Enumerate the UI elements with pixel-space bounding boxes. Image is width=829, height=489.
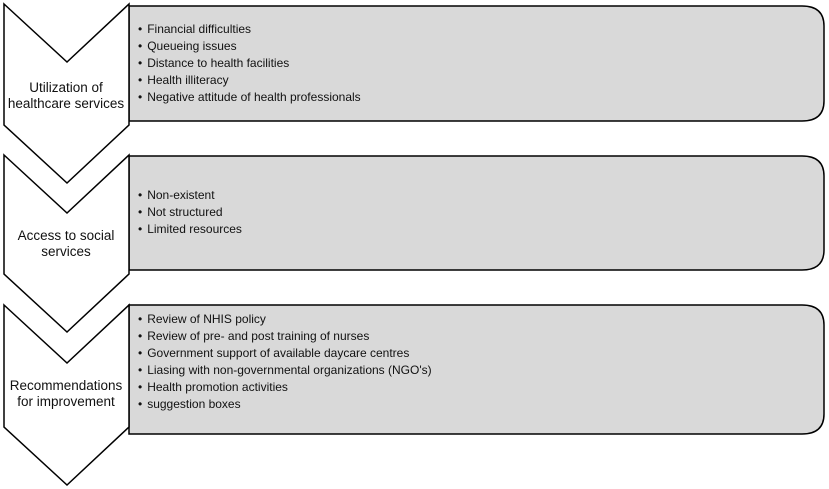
list-item: • Review of NHIS policy (138, 311, 432, 328)
list-item: • Queueing issues (138, 38, 361, 55)
list-item: • Health illiteracy (138, 72, 361, 89)
list-item: • Review of pre- and post training of nurses (138, 328, 432, 345)
list-item: • Limited resources (138, 221, 242, 238)
stage-2-list (138, 187, 242, 238)
list-item: • Non-existent (138, 187, 242, 204)
stage-2-label: Access to social services (17, 228, 115, 259)
stage-1-label: Utilization of healthcare services (7, 80, 125, 111)
stage-1-list (138, 21, 361, 106)
list-item: • Government support of available daycare centres (138, 345, 432, 362)
list-item: • Financial difficulties (138, 21, 361, 38)
list-item: • Health promotion activities (138, 379, 432, 396)
stage-3-list (138, 311, 432, 413)
list-item: • Liasing with non-governmental organizations (NGO's) (138, 362, 432, 379)
stage-3-label: Recommendations for improvement (9, 378, 123, 409)
list-item: • Negative attitude of health professionals (138, 89, 361, 106)
list-item: • Distance to health facilities (138, 55, 361, 72)
list-item: • Not structured (138, 204, 242, 221)
list-item: • suggestion boxes (138, 396, 432, 413)
